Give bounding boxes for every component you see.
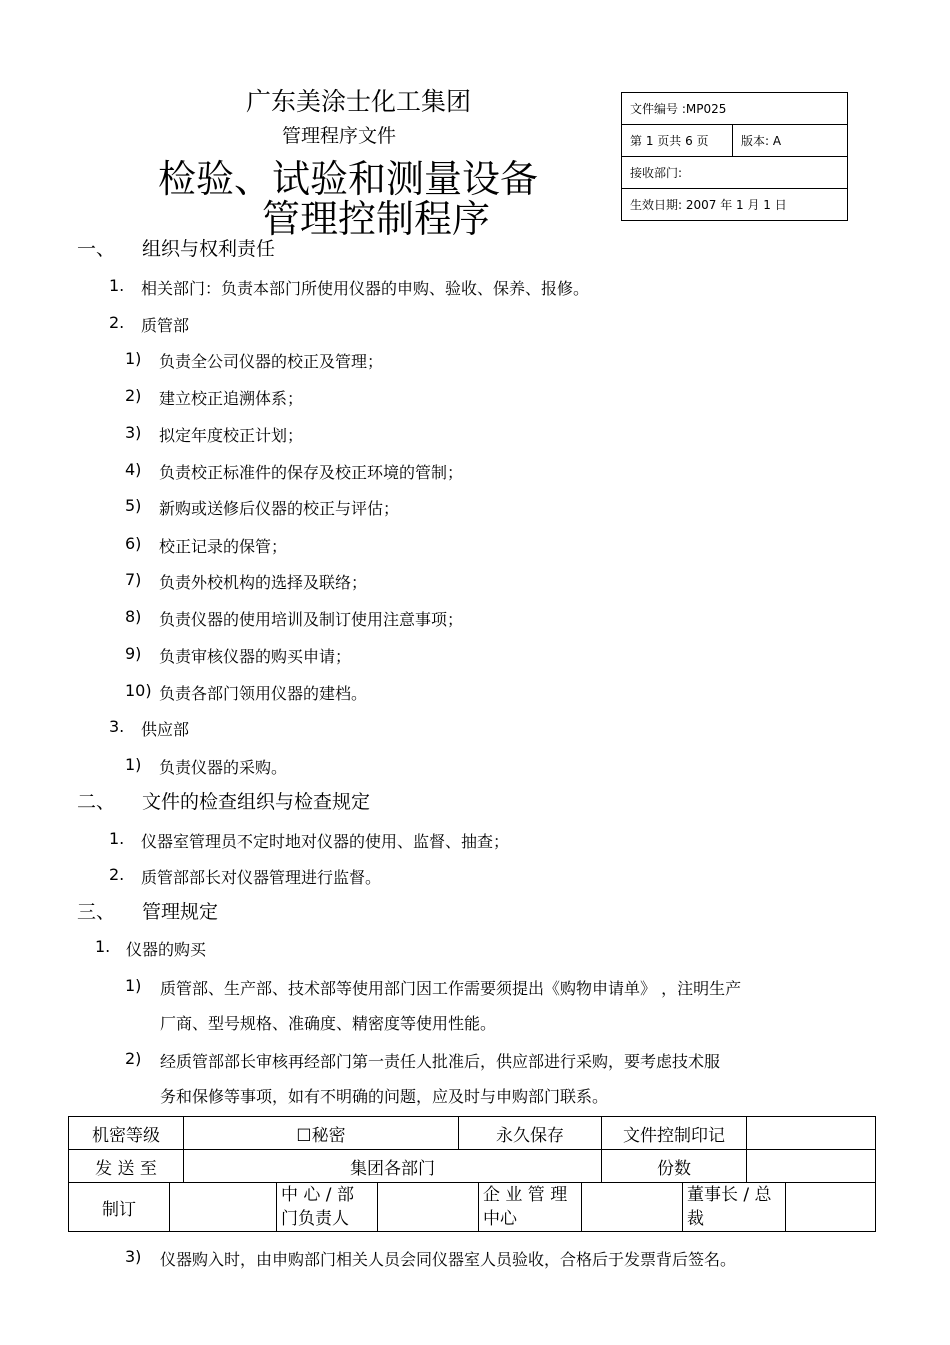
list-item: 1) 质管部、生产部、技术部等使用部门因工作需要须提出《购物申请单》 ，注明生产	[125, 976, 742, 998]
list-item-continuation: 务和保修等事项，如有不明确的问题，应及时与申购部门联系。	[160, 1087, 609, 1106]
send-to-label: 发 送 至	[69, 1150, 184, 1183]
list-item: 1) 负责全公司仪器的校正及管理；	[125, 349, 384, 371]
section-2-heading: 二、 文件的检查组织与检查规定	[77, 791, 371, 813]
chairman-label: 董事长 / 总 裁	[683, 1183, 786, 1231]
center-head-signature	[378, 1183, 479, 1231]
document-type: 管理程序文件	[282, 125, 397, 147]
document-title-line2: 管理控制程序	[262, 197, 491, 241]
send-to-value: 集团各部门	[184, 1150, 602, 1183]
section-title: 组织与权利责任	[142, 238, 276, 260]
document-title-line1: 检验、试验和测量设备	[158, 157, 539, 201]
section-1-heading	[77, 234, 276, 261]
list-item: 7) 负责外校机构的选择及联络；	[125, 570, 368, 592]
list-item: 1. 仪器的购买	[95, 937, 207, 959]
approval-row	[69, 1183, 875, 1231]
security-level-value: ☐秘密	[184, 1117, 459, 1150]
list-item: 6) 校正记录的保管；	[125, 534, 288, 556]
list-item: 3) 仪器购入时，由申购部门相关人员会同仪器室人员验收，合格后于发票背后签名。	[125, 1247, 737, 1269]
list-item: 8) 负责仪器的使用培训及制订使用注意事项；	[125, 607, 464, 629]
copies-value	[747, 1150, 876, 1183]
company-name: 广东美涂士化工集团	[246, 87, 472, 116]
section-3-heading: 三、 管理规定	[77, 901, 219, 923]
enterprise-mgmt-signature	[582, 1183, 683, 1231]
receiving-department: 接收部门:	[622, 157, 848, 189]
prepared-by-label: 制订	[69, 1183, 170, 1231]
prepared-by-signature	[170, 1183, 277, 1231]
version: 版本: A	[733, 125, 848, 157]
list-item: 3. 供应部	[109, 717, 190, 739]
list-item: 2) 建立校正追溯体系；	[125, 386, 304, 408]
document-number: 文件编号 :MP025	[622, 93, 848, 125]
chairman-signature	[786, 1183, 876, 1231]
list-item: 9) 负责审核仪器的购买申请；	[125, 644, 352, 666]
control-stamp-label: 文件控制印记	[602, 1117, 747, 1150]
list-item: 3) 拟定年度校正计划；	[125, 423, 304, 445]
document-control-table	[68, 1116, 876, 1232]
list-item: 1. 相关部门：负责本部门所使用仪器的申购、验收、保养、报修。	[109, 276, 590, 298]
page-indicator: 第 1 页共 6 页	[622, 125, 733, 157]
list-item: 5) 新购或送修后仪器的校正与评估；	[125, 496, 400, 518]
list-item: 4) 负责校正标准件的保存及校正环境的管制；	[125, 460, 464, 482]
copies-label: 份数	[602, 1150, 747, 1183]
list-item-continuation: 厂商、型号规格、准确度、精密度等使用性能。	[160, 1014, 497, 1033]
document-info-box	[621, 92, 848, 221]
list-item: 2) 经质管部部长审核再经部门第一责任人批准后，供应部进行采购，要考虑技术服	[125, 1049, 721, 1071]
control-stamp-cell	[747, 1117, 876, 1150]
list-item: 10) 负责各部门领用仪器的建档。	[125, 681, 368, 703]
retention-period: 永久保存	[459, 1117, 602, 1150]
enterprise-mgmt-label: 企 业 管 理 中心	[479, 1183, 582, 1231]
list-item: 1. 仪器室管理员不定时地对仪器的使用、监督、抽查；	[109, 829, 510, 851]
center-head-label: 中 心 / 部 门负责人	[277, 1183, 378, 1231]
effective-date: 生效日期: 2007 年 1 月 1 日	[622, 189, 848, 221]
security-level-label: 机密等级	[69, 1117, 184, 1150]
list-item: 2. 质管部部长对仪器管理进行监督。	[109, 865, 382, 887]
list-item: 2. 质管部	[109, 313, 190, 335]
section-number: 一、	[77, 238, 116, 260]
list-item: 1) 负责仪器的采购。	[125, 755, 288, 777]
